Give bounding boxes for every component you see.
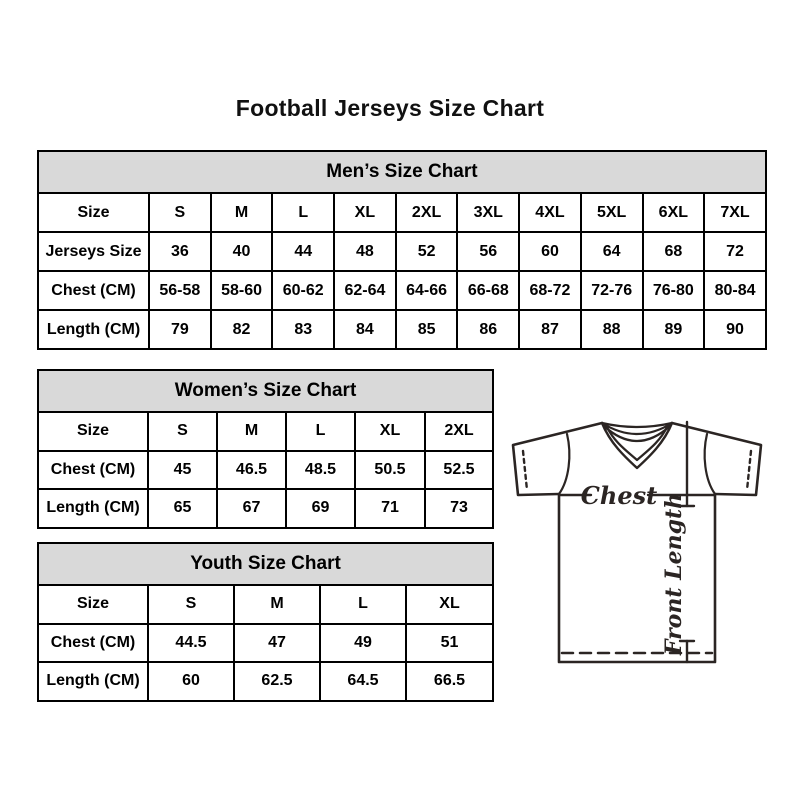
size-value-cell: 72 [704,232,766,271]
size-value-cell: 44 [272,232,334,271]
size-value-cell: 47 [234,624,320,663]
size-value-cell: 83 [272,310,334,349]
size-value-cell: 68-72 [519,271,581,310]
column-header: 4XL [519,193,581,232]
column-header: S [149,193,211,232]
column-header: XL [406,585,493,624]
chest-measure-label: Chest [580,481,658,510]
row-label: Length (CM) [38,662,148,701]
size-value-cell: 69 [286,489,355,528]
column-header: Size [38,412,148,451]
size-value-cell: 90 [704,310,766,349]
size-value-cell: 62-64 [334,271,396,310]
size-value-cell: 71 [355,489,425,528]
size-value-cell: 62.5 [234,662,320,701]
row-label: Length (CM) [38,310,149,349]
column-header: 3XL [457,193,519,232]
column-header: 5XL [581,193,643,232]
size-value-cell: 49 [320,624,406,663]
size-value-cell: 52.5 [425,451,493,490]
jersey-collar [602,423,672,427]
jersey-right-seam [705,434,715,494]
column-header: 6XL [643,193,705,232]
jersey-right-sleeve-stitch [747,451,751,490]
size-value-cell: 66.5 [406,662,493,701]
size-value-cell: 72-76 [581,271,643,310]
column-header: 2XL [396,193,458,232]
table-title: Youth Size Chart [38,543,493,585]
size-value-cell: 87 [519,310,581,349]
table-title: Men’s Size Chart [38,151,766,193]
size-value-cell: 46.5 [217,451,286,490]
size-value-cell: 52 [396,232,458,271]
youth-size-table [37,542,494,702]
front-length-measure-label: Front Length [661,492,687,656]
size-value-cell: 85 [396,310,458,349]
size-value-cell: 58-60 [211,271,273,310]
size-value-cell: 44.5 [148,624,234,663]
size-value-cell: 48.5 [286,451,355,490]
size-value-cell: 60 [148,662,234,701]
page-title: Football Jerseys Size Chart [235,95,545,121]
column-header: S [148,585,234,624]
column-header: L [272,193,334,232]
jersey-left-seam [559,434,569,494]
column-header: M [217,412,286,451]
column-header: L [286,412,355,451]
column-header: M [234,585,320,624]
size-value-cell: 82 [211,310,273,349]
size-value-cell: 48 [334,232,396,271]
size-value-cell: 56 [457,232,519,271]
jersey-measurement-diagram [505,410,765,672]
row-label: Jerseys Size [38,232,149,271]
size-value-cell: 88 [581,310,643,349]
size-value-cell: 50.5 [355,451,425,490]
size-value-cell: 65 [148,489,217,528]
size-value-cell: 45 [148,451,217,490]
row-label: Chest (CM) [38,624,148,663]
row-label: Length (CM) [38,489,148,528]
size-value-cell: 79 [149,310,211,349]
size-value-cell: 56-58 [149,271,211,310]
size-value-cell: 51 [406,624,493,663]
column-header: L [320,585,406,624]
size-value-cell: 60-62 [272,271,334,310]
size-value-cell: 73 [425,489,493,528]
size-value-cell: 66-68 [457,271,519,310]
size-value-cell: 89 [643,310,705,349]
column-header: M [211,193,273,232]
size-value-cell: 36 [149,232,211,271]
size-value-cell: 64-66 [396,271,458,310]
size-value-cell: 84 [334,310,396,349]
womens-size-table [37,369,494,529]
column-header: XL [334,193,396,232]
column-header: XL [355,412,425,451]
column-header: Size [38,193,149,232]
jersey-vneck-inner [607,427,667,460]
table-title: Women’s Size Chart [38,370,493,412]
size-value-cell: 80-84 [704,271,766,310]
size-value-cell: 76-80 [643,271,705,310]
mens-size-table [37,150,767,350]
column-header: Size [38,585,148,624]
size-value-cell: 60 [519,232,581,271]
jersey-left-sleeve-stitch [523,451,527,490]
column-header: 2XL [425,412,493,451]
row-label: Chest (CM) [38,451,148,490]
jersey-body-outline [559,494,715,662]
size-value-cell: 40 [211,232,273,271]
column-header: 7XL [704,193,766,232]
size-value-cell: 64.5 [320,662,406,701]
size-value-cell: 68 [643,232,705,271]
size-value-cell: 64 [581,232,643,271]
column-header: S [148,412,217,451]
size-value-cell: 86 [457,310,519,349]
row-label: Chest (CM) [38,271,149,310]
size-value-cell: 67 [217,489,286,528]
